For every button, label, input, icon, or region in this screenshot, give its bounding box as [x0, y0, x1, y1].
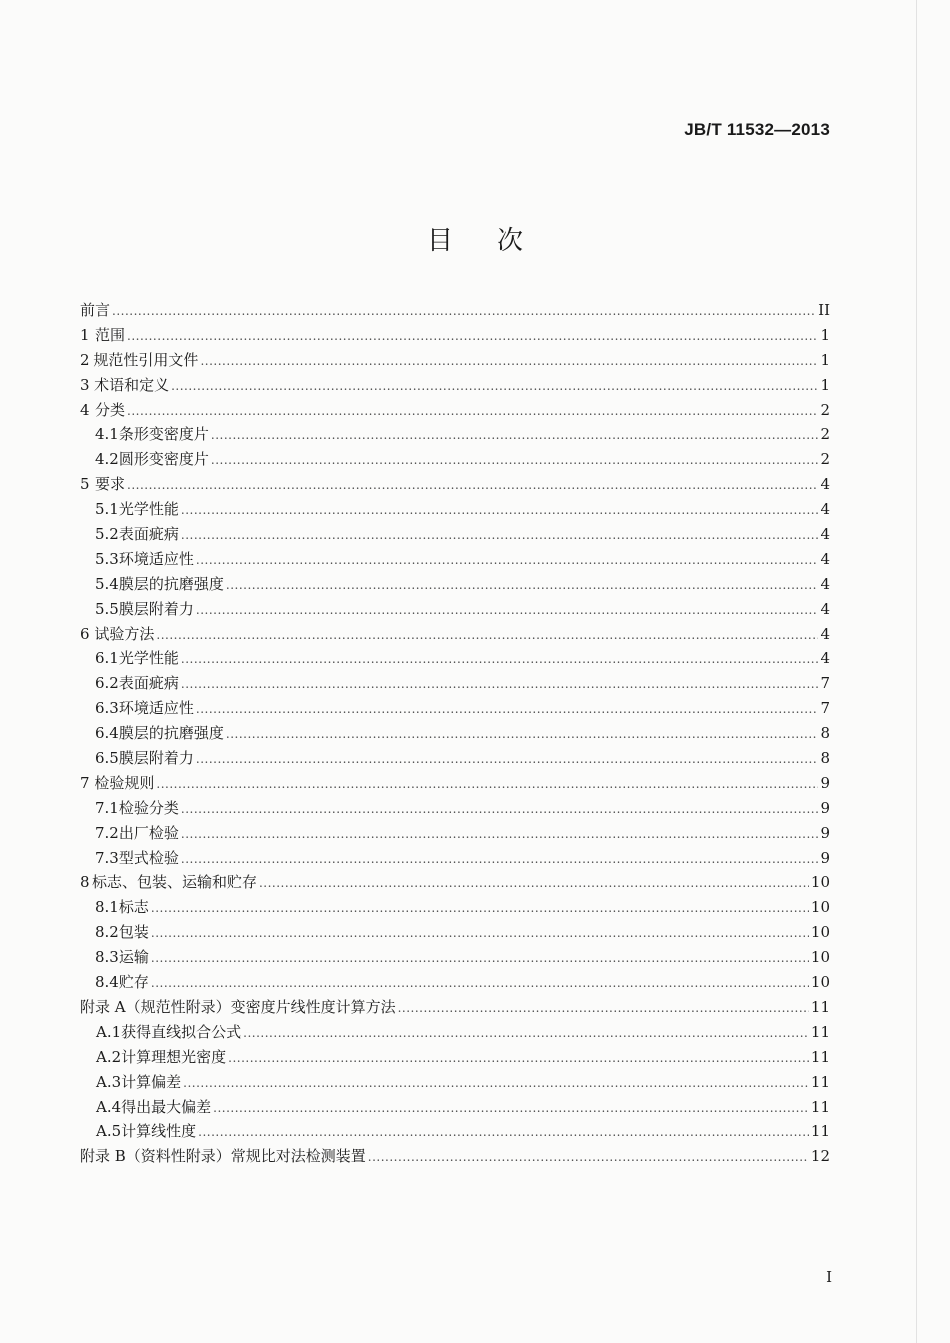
toc-entry[interactable]: [80, 522, 830, 547]
toc-entry-label: 环境适应性: [118, 699, 194, 718]
toc-entry-number: 7: [80, 773, 90, 792]
toc-entry[interactable]: [80, 696, 830, 721]
toc-entry-label: 获得直线拟合公式: [121, 1022, 242, 1041]
toc-dot-leader: [196, 598, 819, 623]
toc-entry-label: 检验规则: [94, 773, 155, 792]
toc-entry-label: 光学性能: [118, 649, 179, 668]
toc-dot-leader: [211, 448, 819, 473]
toc-dot-leader: [112, 299, 816, 324]
toc-entry-label: 附录 A（规范性附录）变密度片线性度计算方法: [80, 997, 396, 1016]
toc-entry-label: 术语和定义: [94, 375, 170, 394]
toc-dot-leader: [151, 971, 809, 996]
toc-entry-label: 表面疵病: [118, 525, 179, 544]
toc-dot-leader: [226, 722, 819, 747]
toc-entry-number: 7.1: [95, 798, 119, 817]
toc-entry-number: A.1: [96, 1022, 122, 1041]
toc-entry-label: 光学性能: [118, 500, 179, 519]
toc-entry-label: 范围: [95, 325, 126, 344]
toc-entry[interactable]: [80, 721, 830, 746]
toc-entry[interactable]: [80, 970, 830, 995]
toc-entry[interactable]: [80, 472, 830, 497]
toc-entry-label: 要求: [95, 475, 126, 494]
toc-entry[interactable]: [80, 1070, 830, 1095]
toc-entry-label: 标志、包装、运输和贮存: [91, 873, 257, 892]
toc-entry[interactable]: [80, 1095, 830, 1120]
toc-entry-page: 8: [820, 724, 830, 743]
standard-code: JB/T 11532—2013: [684, 120, 830, 139]
toc-entry-label: 贮存: [118, 973, 149, 992]
toc-entry-number: 3: [80, 375, 90, 394]
toc-entry-page: 11: [810, 997, 830, 1016]
toc-entry-label: 规范性引用文件: [93, 350, 199, 369]
toc-entry-label: 试验方法: [94, 624, 155, 643]
toc-entry-page: 2: [820, 450, 830, 469]
toc-entry-number: A.2: [96, 1047, 122, 1066]
toc-entry[interactable]: [80, 870, 830, 895]
toc-dot-leader: [151, 946, 809, 971]
toc-dot-leader: [156, 772, 818, 797]
toc-entry-page: 9: [820, 798, 830, 817]
toc-dot-leader: [181, 647, 819, 672]
toc-dot-leader: [243, 1021, 809, 1046]
toc-entry-label: 条形变密度片: [118, 425, 209, 444]
toc-dot-leader: [196, 697, 819, 722]
toc-dot-leader: [151, 921, 809, 946]
toc-dot-leader: [156, 623, 818, 648]
toc-entry-page: 10: [810, 923, 830, 942]
toc-entry-page: 7: [820, 699, 830, 718]
toc-entry-page: 10: [810, 973, 830, 992]
toc-entry-page: 9: [820, 848, 830, 867]
toc-entry-label: 环境适应性: [118, 549, 194, 568]
toc-entry-number: 6.5: [95, 749, 119, 768]
toc-entry-number: 6.1: [95, 649, 119, 668]
toc-dot-leader: [171, 374, 818, 399]
toc-entry[interactable]: [80, 1119, 830, 1144]
toc-entry-page: 10: [810, 948, 830, 967]
toc-entry[interactable]: [80, 746, 830, 771]
toc-entry[interactable]: [80, 323, 830, 348]
toc-entry-label: 计算偏差: [121, 1072, 182, 1091]
toc-entry-number: 6: [80, 624, 90, 643]
toc-dot-leader: [181, 523, 819, 548]
toc-entry-page: 7: [820, 674, 830, 693]
toc-entry[interactable]: [80, 945, 830, 970]
toc-entry-label: 得出最大偏差: [121, 1097, 212, 1116]
toc-entry[interactable]: [80, 796, 830, 821]
toc-dot-leader: [183, 1071, 809, 1096]
toc-entry-page: 1: [820, 325, 830, 344]
toc-dot-leader: [127, 473, 818, 498]
toc-entry-number: 5: [80, 475, 90, 494]
toc-entry-number: A.3: [96, 1072, 122, 1091]
toc-entry-page: 4: [820, 549, 830, 568]
toc-entry-page: 4: [820, 574, 830, 593]
toc-entry[interactable]: [80, 1020, 830, 1045]
toc-entry[interactable]: [80, 447, 830, 472]
toc-dot-leader: [127, 399, 818, 424]
toc-entry-number: 5.4: [95, 574, 119, 593]
toc-entry-page: 4: [820, 624, 830, 643]
toc-entry-number: 8.4: [95, 973, 119, 992]
toc-entry-label: 分类: [95, 400, 126, 419]
toc-dot-leader: [198, 1120, 809, 1145]
toc-entry-page: 2: [820, 425, 830, 444]
toc-entry[interactable]: [80, 821, 830, 846]
toc-entry-page: 4: [820, 649, 830, 668]
toc-entry[interactable]: [80, 348, 830, 373]
toc-dot-leader: [181, 847, 819, 872]
toc-entry[interactable]: [80, 622, 830, 647]
toc-entry-number: 8.1: [95, 898, 119, 917]
toc-dot-leader: [181, 822, 819, 847]
toc-entry-number: 4.1: [95, 425, 119, 444]
toc-dot-leader: [181, 498, 819, 523]
toc-entry-number: 5.3: [95, 549, 119, 568]
toc-entry-number: 7.3: [95, 848, 119, 867]
toc-entry-number: 5.5: [95, 599, 119, 618]
toc-entry[interactable]: [80, 1045, 830, 1070]
toc-entry-page: 11: [810, 1047, 830, 1066]
page-number: I: [826, 1268, 832, 1286]
toc-entry-label: 附录 B（资料性附录）常规比对法检测装置: [80, 1147, 366, 1166]
toc-entry-label: 型式检验: [118, 848, 179, 867]
toc-entry-number: 5.2: [95, 525, 119, 544]
toc-entry-label: 膜层的抗磨强度: [118, 724, 224, 743]
toc-entry[interactable]: [80, 422, 830, 447]
toc-entry[interactable]: [80, 846, 830, 871]
toc-entry-page: 11: [810, 1072, 830, 1091]
toc-dot-leader: [196, 747, 819, 772]
toc-entry[interactable]: [80, 771, 830, 796]
toc-entry-page: 9: [820, 773, 830, 792]
toc-dot-leader: [398, 996, 809, 1021]
toc-entry-number: 5.1: [95, 500, 119, 519]
toc-entry[interactable]: [80, 373, 830, 398]
toc-entry-label: 圆形变密度片: [118, 450, 209, 469]
toc-entry-page: 11: [810, 1097, 830, 1116]
toc-entry[interactable]: [80, 298, 830, 323]
toc-entry-label: 标志: [118, 898, 149, 917]
toc-entry-number: 6.2: [95, 674, 119, 693]
toc-entry-label: 计算理想光密度: [121, 1047, 227, 1066]
toc-entry-page: II: [818, 301, 830, 319]
toc-entry-page: 4: [820, 525, 830, 544]
toc-entry-number: 8: [80, 873, 90, 892]
toc-entry-page: 1: [820, 350, 830, 369]
toc-entry[interactable]: [80, 920, 830, 945]
toc-entry-number: 4.2: [95, 450, 119, 469]
toc-entry-page: 12: [810, 1147, 830, 1166]
toc-entry[interactable]: [80, 547, 830, 572]
toc-dot-leader: [211, 423, 819, 448]
toc-entry-page: 10: [810, 873, 830, 892]
toc-entry[interactable]: [80, 995, 830, 1020]
page-title: 目次: [426, 226, 567, 256]
toc-entry-number: 6.3: [95, 699, 119, 718]
toc-entry[interactable]: [80, 1144, 830, 1169]
table-of-contents: [80, 298, 830, 1169]
toc-dot-leader: [368, 1145, 809, 1170]
toc-dot-leader: [181, 672, 819, 697]
toc-dot-leader: [200, 349, 818, 374]
toc-entry-label: 出厂检验: [118, 823, 179, 842]
toc-entry-label: 包装: [118, 923, 149, 942]
toc-dot-leader: [151, 896, 809, 921]
toc-entry-label: 膜层附着力: [118, 599, 194, 618]
toc-entry-number: 8.3: [95, 948, 119, 967]
toc-entry-page: 8: [820, 749, 830, 768]
toc-entry-page: 1: [820, 375, 830, 394]
toc-entry-page: 4: [820, 475, 830, 494]
toc-dot-leader: [226, 573, 819, 598]
toc-entry[interactable]: [80, 572, 830, 597]
toc-entry-page: 4: [820, 599, 830, 618]
toc-entry-label: 膜层的抗磨强度: [118, 574, 224, 593]
toc-dot-leader: [259, 871, 809, 896]
toc-dot-leader: [196, 548, 819, 573]
toc-entry-number: 8.2: [95, 923, 119, 942]
toc-entry[interactable]: [80, 597, 830, 622]
toc-entry-number: A.5: [96, 1122, 122, 1141]
toc-entry-number: 2: [80, 350, 90, 369]
toc-entry[interactable]: [80, 398, 830, 423]
toc-entry-number: 4: [80, 400, 90, 419]
toc-entry[interactable]: [80, 671, 830, 696]
toc-dot-leader: [228, 1046, 809, 1071]
toc-entry-page: 11: [810, 1122, 830, 1141]
toc-entry-page: 11: [810, 1022, 830, 1041]
toc-entry-label: 运输: [118, 948, 149, 967]
toc-entry-page: 10: [810, 898, 830, 917]
toc-entry-label: 检验分类: [118, 798, 179, 817]
toc-entry-label: 前言: [80, 301, 111, 319]
toc-entry[interactable]: [80, 497, 830, 522]
toc-entry-number: 1: [80, 325, 90, 344]
toc-dot-leader: [213, 1096, 809, 1121]
toc-dot-leader: [127, 324, 818, 349]
toc-entry[interactable]: [80, 895, 830, 920]
toc-entry-label: 膜层附着力: [118, 749, 194, 768]
toc-entry-label: 表面疵病: [118, 674, 179, 693]
toc-entry-page: 4: [820, 500, 830, 519]
toc-entry-number: 7.2: [95, 823, 119, 842]
page-edge-line: [916, 0, 917, 1343]
toc-entry-page: 2: [820, 400, 830, 419]
toc-entry-page: 9: [820, 823, 830, 842]
toc-entry-label: 计算线性度: [121, 1122, 197, 1141]
toc-entry-number: A.4: [96, 1097, 122, 1116]
toc-dot-leader: [181, 797, 819, 822]
toc-entry[interactable]: [80, 646, 830, 671]
toc-entry-number: 6.4: [95, 724, 119, 743]
